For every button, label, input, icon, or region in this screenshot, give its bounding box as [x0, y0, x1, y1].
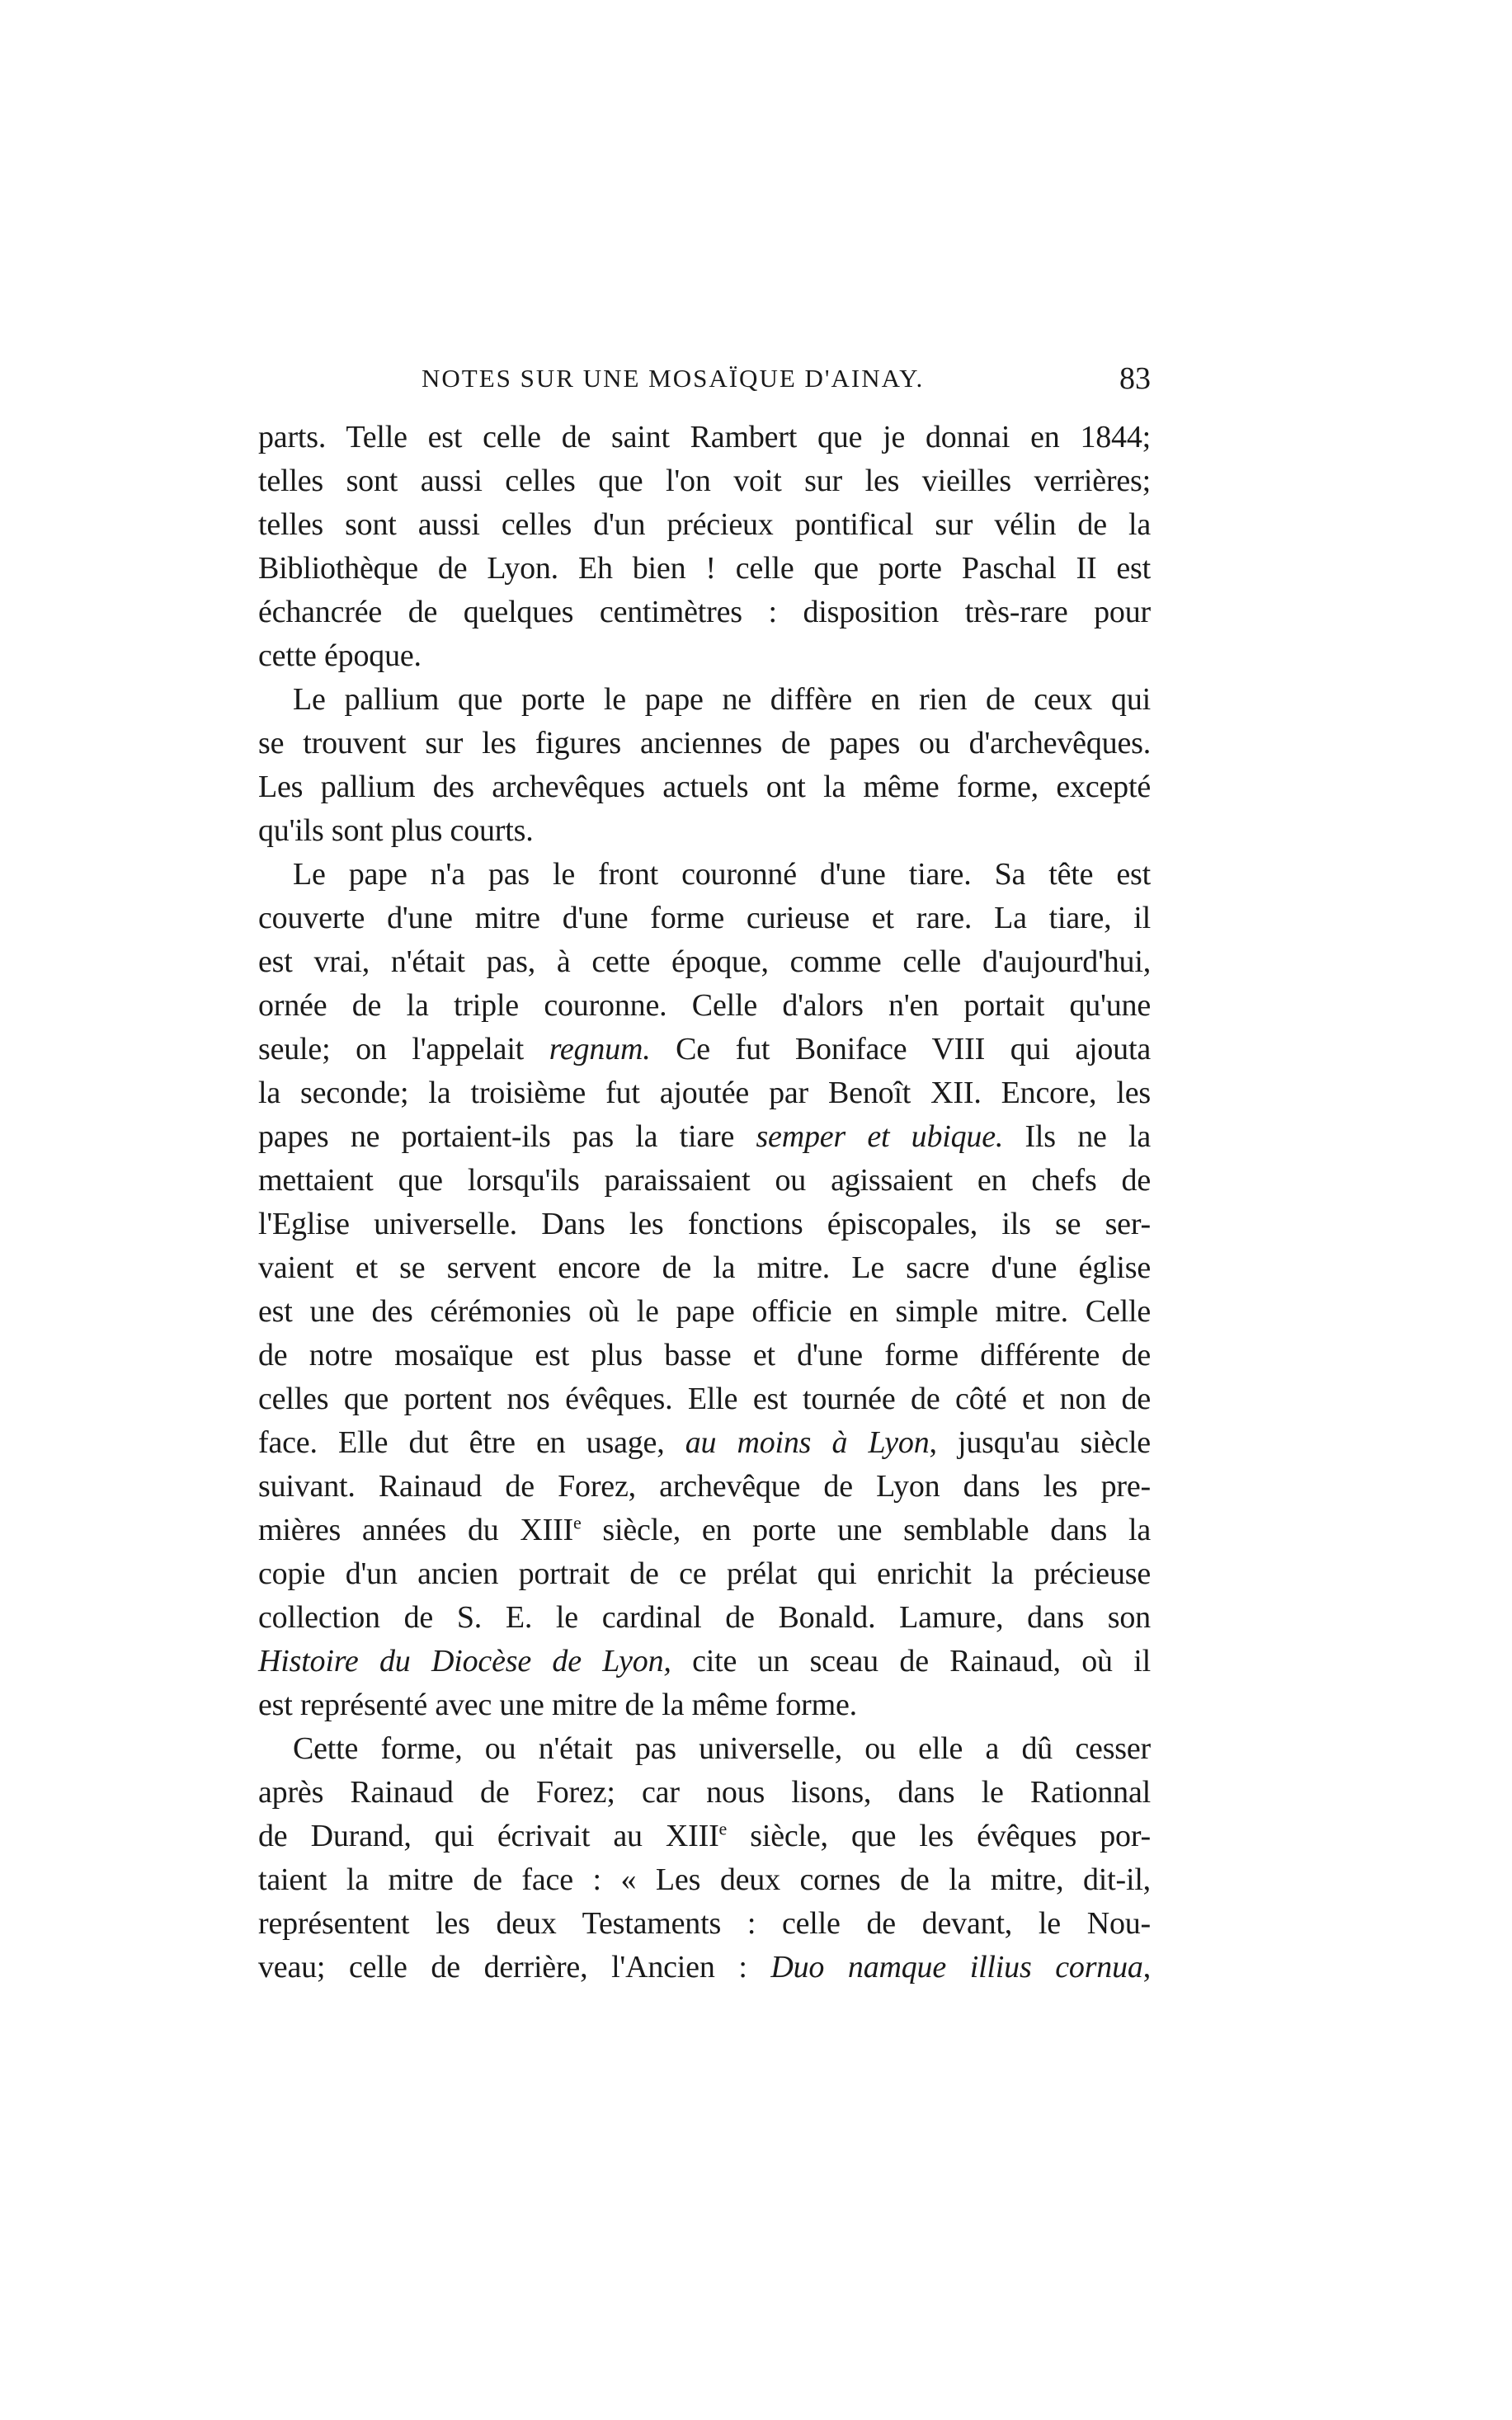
text-line — [258, 591, 1151, 634]
text-line — [258, 634, 1151, 678]
text-segment: de notre mosaïque est plus basse et d'une forme différente de — [258, 1338, 1151, 1372]
text-line — [258, 1203, 1151, 1246]
italic-text: Histoire du Diocèse de Lyon, — [258, 1644, 671, 1678]
text-line — [258, 678, 1151, 722]
text-segment: échancrée de quelques centimètres : disposition très-rare pour — [258, 595, 1151, 629]
text-segment: collection de S. E. le cardinal de Bonald. Lamure, dans son — [258, 1600, 1151, 1635]
text-line — [258, 940, 1151, 984]
text-segment: représentent les deux Testaments : celle de devant, le Nou- — [258, 1906, 1151, 1941]
text-segment: est vrai, n'était pas, à cette époque, comme celle d'aujourd'hui, — [258, 944, 1151, 979]
text-line — [258, 809, 1151, 853]
text-line — [258, 1028, 1151, 1071]
text-line — [258, 1727, 1151, 1771]
text-line — [258, 1159, 1151, 1203]
text-segment: telles sont aussi celles que l'on voit sur les vieilles verrières; — [258, 464, 1151, 498]
body-text — [258, 416, 1151, 1989]
text-segment: siècle, que les évêques por- — [727, 1819, 1151, 1853]
text-line — [258, 459, 1151, 503]
text-line — [258, 765, 1151, 809]
text-line — [258, 1596, 1151, 1640]
text-line — [258, 1465, 1151, 1509]
text-segment: Le pallium que porte le pape ne diffère en rien de ceux qui — [293, 682, 1151, 717]
text-segment: copie d'un ancien portrait de ce prélat qui enrichit la précieuse — [258, 1556, 1151, 1591]
text-segment: face. Elle dut être en usage, — [258, 1425, 685, 1460]
text-segment: parts. Telle est celle de saint Rambert que je donnai en 1844; — [258, 420, 1151, 454]
text-line — [258, 1815, 1151, 1858]
text-line — [258, 1115, 1151, 1159]
text-line — [258, 897, 1151, 940]
text-line — [258, 1377, 1151, 1421]
text-segment: Ce fut Boniface VIII qui ajouta — [650, 1032, 1151, 1066]
text-line — [258, 416, 1151, 459]
running-title: NOTES SUR UNE MOSAÏQUE D'AINAY. — [422, 364, 925, 393]
text-line — [258, 1946, 1151, 1989]
text-line — [258, 1902, 1151, 1946]
text-segment: après Rainaud de Forez; car nous lisons, dans le Rationnal — [258, 1775, 1151, 1810]
text-line — [258, 1640, 1151, 1683]
text-line — [258, 1771, 1151, 1815]
text-segment: cette époque. — [258, 638, 422, 673]
text-line — [258, 853, 1151, 897]
text-segment: siècle, en porte une semblable dans la — [581, 1513, 1151, 1547]
running-header — [258, 360, 1151, 398]
text-segment: Le pape n'a pas le front couronné d'une tiare. Sa tête est — [293, 857, 1151, 892]
text-segment: de Durand, qui écrivait au XIII — [258, 1819, 719, 1853]
text-line — [258, 503, 1151, 547]
page-number: 83 — [1119, 361, 1151, 396]
text-segment: Les pallium des archevêques actuels ont la même forme, excepté — [258, 770, 1151, 804]
italic-text: regnum. — [549, 1032, 651, 1066]
text-line — [258, 984, 1151, 1028]
text-segment: Ils ne la — [1003, 1119, 1151, 1154]
text-line — [258, 1421, 1151, 1465]
text-segment: se trouvent sur les figures anciennes de papes ou d'archevêques. — [258, 726, 1151, 760]
text-line — [258, 1552, 1151, 1596]
text-segment: est représenté avec une mitre de la même forme. — [258, 1688, 857, 1722]
text-segment: celles que portent nos évêques. Elle est tournée de côté et non de — [258, 1382, 1151, 1416]
text-segment: cite un sceau de Rainaud, où il — [671, 1644, 1151, 1678]
text-line — [258, 1071, 1151, 1115]
text-segment: couverte d'une mitre d'une forme curieuse et rare. La tiare, il — [258, 901, 1151, 935]
text-segment: , jusqu'au siècle — [929, 1425, 1151, 1460]
italic-text: semper et ubique. — [756, 1119, 1004, 1154]
text-segment: seule; on l'appelait — [258, 1032, 549, 1066]
text-line — [258, 1858, 1151, 1902]
text-segment: , — [1142, 1950, 1152, 1984]
text-segment: ornée de la triple couronne. Celle d'alors n'en portait qu'une — [258, 988, 1151, 1023]
text-line — [258, 1509, 1151, 1552]
text-segment: taient la mitre de face : « Les deux cornes de la mitre, dit-il, — [258, 1862, 1151, 1897]
text-line — [258, 1683, 1151, 1727]
text-line — [258, 547, 1151, 591]
text-segment: telles sont aussi celles d'un précieux pontifical sur vélin de la — [258, 507, 1151, 542]
italic-text: au moins à Lyon — [685, 1425, 930, 1460]
text-segment: est une des cérémonies où le pape officie en simple mitre. Celle — [258, 1294, 1151, 1329]
text-segment: vaient et se servent encore de la mitre. Le sacre d'une église — [258, 1250, 1151, 1285]
text-segment: veau; celle de derrière, l'Ancien : — [258, 1950, 771, 1984]
text-segment: suivant. Rainaud de Forez, archevêque de Lyon dans les pre- — [258, 1469, 1151, 1504]
text-segment: Cette forme, ou n'était pas universelle, ou elle a dû cesser — [293, 1731, 1151, 1766]
text-segment: l'Eglise universelle. Dans les fonctions épiscopales, ils se ser- — [258, 1207, 1151, 1241]
text-segment: mières années du XIII — [258, 1513, 573, 1547]
text-line — [258, 1290, 1151, 1334]
text-segment: qu'ils sont plus courts. — [258, 813, 534, 848]
text-line — [258, 1246, 1151, 1290]
text-line — [258, 1334, 1151, 1377]
italic-text: Duo namque illius cornua — [770, 1950, 1143, 1984]
text-segment: mettaient que lorsqu'ils paraissaient ou agissaient en chefs de — [258, 1163, 1151, 1198]
superscript: e — [573, 1512, 582, 1533]
text-segment: Bibliothèque de Lyon. Eh bien ! celle que porte Paschal II est — [258, 551, 1151, 586]
superscript: e — [718, 1818, 728, 1839]
text-line — [258, 722, 1151, 765]
text-segment: la seconde; la troisième fut ajoutée par Benoît XII. Encore, les — [258, 1076, 1151, 1110]
text-segment: papes ne portaient-ils pas la tiare — [258, 1119, 756, 1154]
